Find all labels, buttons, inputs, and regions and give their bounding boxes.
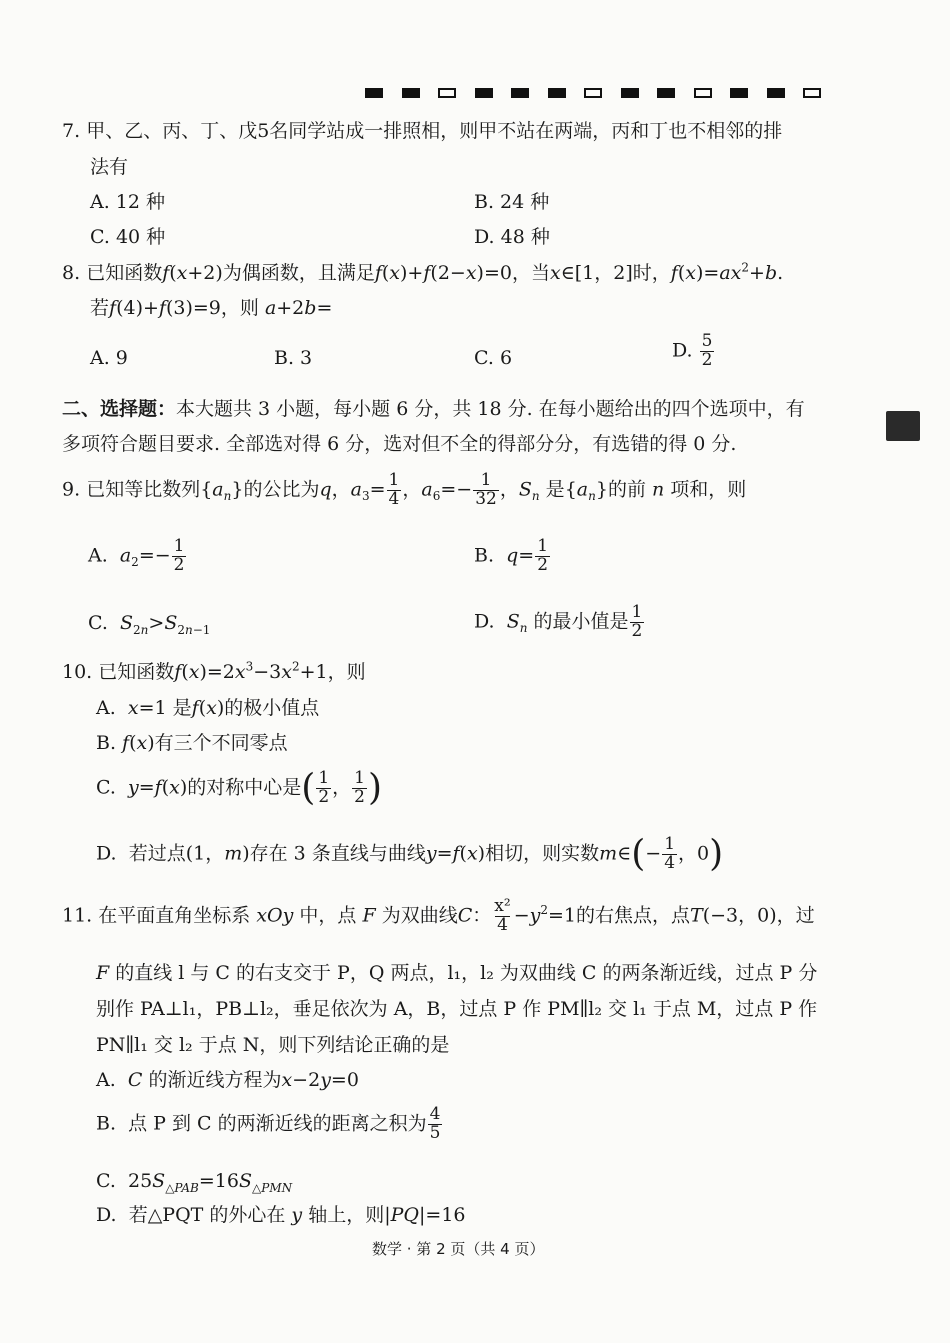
section-instructions: 本大题共 3 小题，每小题 6 分，共 18 分. 在每小题给出的四个选项中，有: [176, 398, 805, 420]
q7-option-b: B. 24 种: [474, 191, 550, 213]
marker-filled: [548, 88, 566, 98]
numerator: 1: [318, 768, 330, 788]
q10-stem: 10. 已知函数$f(x)=2x^3-3x^2+1$，则: [62, 659, 366, 683]
denominator: 32: [475, 488, 497, 509]
q8-option-a: A. 9: [90, 347, 128, 369]
numerator: 4: [429, 1104, 441, 1124]
q9-text: 已知等比数列: [86, 478, 201, 501]
fraction: [473, 472, 499, 509]
marker-outline: [694, 88, 712, 98]
q9-text: 的前: [607, 478, 646, 501]
marker-filled: [767, 88, 785, 98]
denominator: 4: [664, 852, 676, 873]
q11-option-d: D. 若△PQT 的外心在 y 轴上，则|PQ|=16: [96, 1204, 466, 1226]
q10-text: 相切，则实数: [485, 842, 600, 865]
numerator: x²: [494, 896, 511, 916]
marker-outline: [584, 88, 602, 98]
q10-text: )存在 3 条直线与曲线: [242, 842, 426, 865]
q8-text: 若: [90, 297, 110, 319]
question-number: 7.: [62, 120, 81, 142]
fraction: [316, 770, 331, 807]
numerator: 1: [664, 834, 676, 854]
marker-filled: [511, 88, 529, 98]
q9-text: 项和，则: [670, 478, 747, 501]
marker-filled: [402, 88, 420, 98]
q10-option-c: C. y=f(x)的对称中心是( $\frac{1}{2}$ ， $\frac{1}{2}$ ): [96, 767, 383, 809]
q11-text: 若△PQT 的外心在: [128, 1204, 286, 1226]
q9-text: 的最小值是: [533, 610, 629, 633]
q10-option-b: B. f(x)有三个不同零点: [96, 732, 288, 754]
q11-option-a: A. C 的渐近线方程为x−2y=0: [96, 1069, 359, 1091]
fraction: [387, 472, 402, 509]
q8-option-b: B. 3: [274, 347, 313, 369]
section-title: 二、选择题：: [62, 398, 177, 420]
denominator: 2: [318, 786, 330, 807]
q10-text: 的对称中心是: [187, 776, 302, 799]
q8-text: ，则: [220, 297, 259, 319]
q11-stem-line4: PN∥l₁ 交 l₂ 于点 N，则下列结论正确的是: [96, 1034, 450, 1056]
q10-text: 若过点(1，: [128, 842, 225, 865]
fraction: [352, 770, 367, 807]
q11-option-b: B. 点 P 到 C 的两渐近线的距离之积为 $\frac{4}{5}$: [96, 1104, 441, 1143]
q7-stem-text: 甲、乙、丙、丁、戊5名同学站成一排照相，则甲不站在两端，丙和丁也不相邻的排: [86, 120, 783, 142]
marker-filled: [365, 88, 383, 98]
numerator: 1: [388, 470, 400, 490]
marker-outline: [438, 88, 456, 98]
q11-text: 为双曲线: [381, 904, 458, 927]
q9-option-c: C. $S_{2n}>S_{2n-1}$: [88, 612, 211, 637]
question-number: 10.: [62, 661, 93, 683]
q7-option-a: A. 12 种: [90, 191, 166, 213]
q11-text: (−3，0)，过: [702, 904, 815, 927]
q9-text: 的公比为: [243, 478, 320, 501]
question-number: 11.: [62, 904, 93, 927]
fraction: [630, 604, 645, 641]
denominator: 2: [173, 554, 185, 575]
marker-filled: [475, 88, 493, 98]
q8-text: 已知函数: [86, 262, 163, 284]
q9-option-d: D. $S_n$ 的最小值是 $\frac{1}{2}$: [474, 602, 643, 641]
page-footer: 数学 · 第 2 页（共 4 页）: [372, 1240, 545, 1258]
q10-option-d: D. 若过点(1，m)存在 3 条直线与曲线y=f(x)相切，则实数m∈(− $\frac{1}{4}$ ，0): [96, 833, 724, 875]
page-marker-strip: [365, 88, 840, 98]
q11-text: 中，点: [299, 904, 357, 927]
section-2-header-line1: [62, 398, 805, 421]
marker-filled: [730, 88, 748, 98]
q10-text: 已知函数: [98, 661, 175, 683]
fraction: [172, 538, 187, 575]
numerator: 1: [631, 602, 643, 622]
q9-option-b: B. q= $\frac{1}{2}$: [474, 536, 549, 575]
q11-text: 的右焦点，点: [576, 904, 691, 927]
q7-stem-line1: [62, 120, 782, 143]
numerator: 1: [480, 470, 492, 490]
question-number: 9.: [62, 478, 81, 501]
q8-text: 时，: [632, 262, 671, 284]
q11-option-c: C. $25S_{\triangle PAB}=16S_{\triangle PMN}$: [96, 1170, 293, 1195]
q11-stem-line1: 11. 在平面直角坐标系 xOy 中，点 F 为双曲线C： $\frac{\text{x²}}{4}$ $-y^2=1$的右焦点，点T(−3，0)，过: [62, 896, 815, 935]
denominator: 2: [701, 349, 713, 370]
q7-stem-line2: 法有: [90, 156, 129, 178]
denominator: 4: [388, 488, 400, 509]
numerator: 1: [173, 536, 185, 556]
q9-option-a: A. $a_2=-$ $\frac{1}{2}$: [88, 536, 185, 575]
q8-option-c: C. 6: [474, 347, 513, 369]
denominator: 5: [429, 1122, 441, 1143]
q11-stem-line2: F 的直线 l 与 C 的右支交于 P，Q 两点，l₁，l₂ 为双曲线 C 的两条渐近线，过点 P 分: [96, 962, 818, 984]
marker-filled: [621, 88, 639, 98]
marker-outline: [803, 88, 821, 98]
fraction: [662, 836, 677, 873]
q8-text: 为偶函数，且满足: [222, 262, 375, 284]
q11-text: 的直线 l 与 C 的右支交于 P，Q 两点，l₁，l₂ 为双曲线 C 的两条渐近线，过点 P 分: [115, 962, 818, 984]
side-tab-marker: [886, 411, 920, 441]
fraction: [428, 1106, 443, 1143]
numerator: 1: [537, 536, 549, 556]
q10-option-a: A. x=1 是f(x)的极小值点: [96, 697, 320, 719]
section-2-header-line2: 多项符合题目要求. 全部选对得 6 分，选对但不全的得部分分，有选错的得 0 分.: [62, 433, 737, 455]
option-label: D.: [672, 339, 693, 362]
q11-stem-line3: 别作 PA⊥l₁，PB⊥l₂，垂足依次为 A，B，过点 P 作 PM∥l₂ 交 l₁ 于点 M，过点 P 作: [96, 998, 818, 1020]
q11-text: 点 P 到 C 的两渐近线的距离之积为: [128, 1112, 427, 1135]
q10-text: 有三个不同零点: [154, 732, 288, 754]
q10-text: ，则: [327, 661, 366, 683]
fraction: [492, 898, 512, 935]
marker-filled: [657, 88, 675, 98]
q8-text: ，当: [511, 262, 550, 284]
denominator: 2: [537, 554, 549, 575]
q9-text: 是: [545, 478, 565, 501]
denominator: 4: [497, 914, 508, 935]
denominator: 2: [631, 620, 643, 641]
q9-stem: 9. 已知等比数列$\{a_n\}$的公比为q，$a_3=$ $\frac{1}{4}$ ，$a_6=-$ $\frac{1}{32}$ ，$S_n$ 是$\{a_n\}$的前 n 项和，则: [62, 470, 747, 509]
q10-text: 是: [172, 697, 192, 719]
q11-text: 在平面直角坐标系: [98, 904, 251, 927]
q7-option-c: C. 40 种: [90, 226, 166, 248]
q11-text: 的渐近线方程为: [148, 1069, 282, 1091]
numerator: 5: [701, 331, 713, 351]
q8-stem-line1: 8. 已知函数f(x+2)为偶函数，且满足f(x)+f(2−x)=0，当x∈[1，2]时，$f(x)=ax^2+b$.: [62, 260, 784, 284]
question-number: 8.: [62, 262, 81, 284]
q11-text: 轴上，则: [308, 1204, 385, 1226]
denominator: 2: [354, 786, 365, 807]
fraction: [535, 538, 550, 575]
q8-stem-line2: 若f(4)+f(3)=9，则 a+2b=: [90, 297, 333, 319]
q10-text: 的极小值点: [224, 697, 320, 719]
q7-option-d: D. 48 种: [474, 226, 550, 248]
q8-option-d: [672, 333, 715, 370]
fraction: [700, 333, 715, 370]
numerator: 1: [354, 768, 365, 788]
